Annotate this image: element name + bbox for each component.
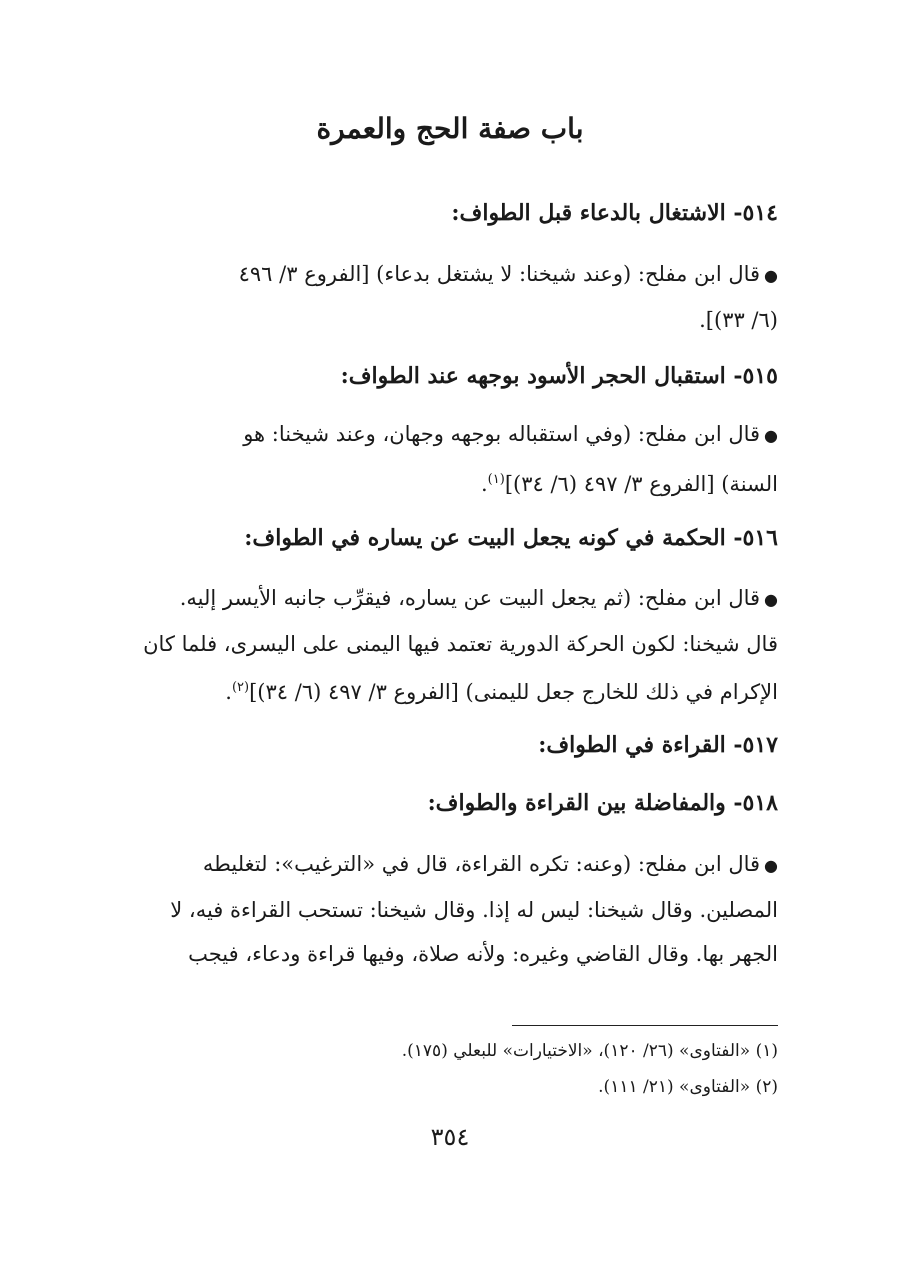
chapter-title: باب صفة الحج والعمرة xyxy=(316,112,584,145)
footnote-divider xyxy=(512,1025,778,1026)
section-515-line-1: ●قال ابن مفلح: (وفي استقباله بوجهه وجهان، وعند شيخنا: هو xyxy=(243,422,778,446)
section-516-line-1: ●قال ابن مفلح: (ثم يجعل البيت عن يساره، فيقرِّب جانبه الأيسر إليه. xyxy=(179,586,778,610)
footnote-2: (٢) «الفتاوى» (٢١/ ١١١). xyxy=(598,1077,778,1097)
section-518-line-2: المصلين. وقال شيخنا: ليس له إذا. وقال شيخنا: تستحب القراءة فيه، لا xyxy=(170,898,778,922)
bullet-icon: ● xyxy=(764,590,778,609)
footnote-ref-2[interactable]: (٢) xyxy=(231,680,250,695)
section-515-heading: ٥١٥- استقبال الحجر الأسود بوجهه عند الطواف: xyxy=(340,363,778,389)
section-516-heading: ٥١٦- الحكمة في كونه يجعل البيت عن يساره في الطواف: xyxy=(244,525,778,551)
section-515-text xyxy=(122,412,778,506)
footnote-1: (١) «الفتاوى» (٢٦/ ١٢٠)، «الاختيارات» للبعلي (١٧٥). xyxy=(401,1041,778,1061)
footnote-ref-1[interactable]: (١) xyxy=(487,472,505,487)
section-514-text xyxy=(122,252,778,342)
section-518-text xyxy=(122,842,778,976)
section-518-heading: ٥١٨- والمفاضلة بين القراءة والطواف: xyxy=(427,790,778,816)
section-514-heading: ٥١٤- الاشتغال بالدعاء قبل الطواف: xyxy=(451,200,778,226)
section-516-line-2: قال شيخنا: لكون الحركة الدورية تعتمد فيها اليمنى على اليسرى، فلما كان xyxy=(143,632,778,656)
section-517-heading: ٥١٧- القراءة في الطواف: xyxy=(538,732,778,758)
section-516-text xyxy=(122,576,778,714)
section-515-line-2: السنة) [الفروع ٣/ ٤٩٧ (٦/ ٣٤)]$^{(١)}$. xyxy=(480,472,778,496)
bullet-icon: ● xyxy=(764,426,778,445)
section-516-line-3: الإكرام في ذلك للخارج جعل لليمنى) [الفروع ٣/ ٤٩٧ (٦/ ٣٤)]$^{(٢)}$. xyxy=(225,680,778,704)
bullet-icon: ● xyxy=(764,266,778,285)
section-518-line-1: ●قال ابن مفلح: (وعنه: تكره القراءة، قال في «الترغيب»: لتغليطه xyxy=(202,852,778,876)
bullet-icon: ● xyxy=(764,856,778,875)
page-number: ٣٥٤ xyxy=(430,1123,470,1151)
section-514-line-2: (٦/ ٣٣)]. xyxy=(699,308,778,332)
section-518-line-3: الجهر بها. وقال القاضي وغيره: ولأنه صلاة، وفيها قراءة ودعاء، فيجب xyxy=(188,942,778,966)
section-514-line-1: ●قال ابن مفلح: (وعند شيخنا: لا يشتغل بدعاء) [الفروع ٣/ ٤٩٦ xyxy=(238,262,778,286)
